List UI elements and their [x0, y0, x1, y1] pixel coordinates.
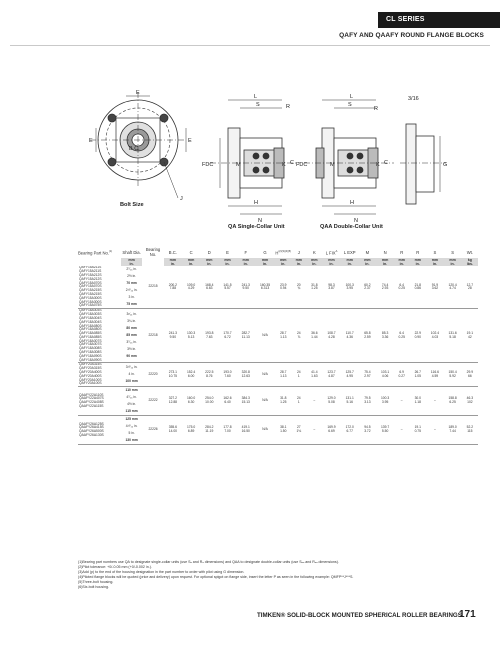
qaa-h-label: H	[350, 200, 354, 206]
value-cell: 36.6 1.44	[311, 331, 318, 339]
qaa-k-label: K	[376, 162, 380, 168]
value-cell: 21.8 0.86	[414, 282, 421, 291]
unit-cell: in.	[255, 262, 275, 266]
column-header: Shaft Dia.	[122, 249, 141, 255]
dimensions-table-wrap	[78, 246, 478, 445]
value-cell: 100.3 3.95	[380, 396, 390, 405]
bearing-no-cell: 22222	[148, 398, 158, 403]
value-cell: –	[313, 427, 316, 432]
unit-cell: mm	[376, 258, 394, 262]
bearing-no-cell: 22215	[148, 284, 158, 289]
page-number: 171	[459, 609, 476, 620]
bearing-group	[78, 266, 478, 308]
value-cell: 355.6 14.00	[168, 425, 177, 434]
heading-divider	[10, 45, 490, 46]
value-cell: 24 1	[296, 370, 301, 378]
value-cell: 175.0 6.89	[186, 425, 196, 434]
unit-cell: mm	[218, 258, 236, 262]
e-label-top: E	[136, 90, 140, 96]
qa-k-label: K	[282, 162, 286, 168]
value-cell: 241.3 9.50	[241, 282, 250, 291]
value-cell: 189.0 7.44	[448, 425, 457, 434]
value-cell: 24 ⅞	[296, 331, 301, 339]
qaa-section-drawing	[304, 100, 446, 214]
unit-cell: in.	[426, 262, 443, 266]
value-cell: 320.8 12.63	[241, 370, 250, 378]
part-numbers-cell: QAAFY22A110S QAAFY22A407S QAAFY22A408S QAAFY22A115S	[79, 392, 104, 409]
column-header: D	[207, 249, 211, 255]
value-cell: 6.4 0.25	[398, 331, 405, 339]
value-cell: 241.3 9.50	[168, 331, 177, 339]
unit-cell: mm	[322, 258, 340, 262]
unit-cell: in.	[200, 262, 218, 266]
unit-cell: in.	[322, 262, 340, 266]
qaa-s-label: S	[348, 102, 352, 108]
value-cell: 125.7 4.95	[345, 370, 354, 378]
unit-cell: lbs.	[462, 262, 478, 266]
value-cell: 177.8 7.00	[223, 425, 232, 434]
unit-cell: in.	[291, 262, 306, 266]
e-label-right: E	[188, 138, 192, 144]
value-cell: 28.7 1.13	[280, 370, 287, 378]
value-cell: 152.4 6.00	[186, 370, 196, 378]
value-cell: 158.8 6.25	[448, 396, 457, 405]
value-cell: 222.5 8.76	[205, 370, 214, 378]
unit-cell: in.	[121, 262, 142, 266]
unit-cell: in.	[359, 262, 376, 266]
unit-cell: mm	[164, 258, 182, 262]
unit-cell: mm	[182, 258, 200, 262]
bearing-no-cell: 22220	[148, 371, 158, 376]
shaft-dia-cell: 125 mm 4¹⁵⁄₁₆ in. 5 in. 130 mm	[125, 416, 138, 442]
bearing-no-cell: 22226	[148, 427, 158, 432]
value-cell: 282.7 11.13	[241, 331, 250, 339]
bearing-group	[78, 363, 478, 387]
value-cell: 65.8 2.59	[364, 331, 371, 339]
value-cell: 103.1 4.06	[380, 370, 390, 378]
value-cell: 141.5 5.57	[223, 282, 232, 291]
qa-s-label: S	[256, 102, 260, 108]
qaa-n-label: N	[354, 218, 358, 224]
column-header: R	[416, 249, 420, 255]
value-cell: 168.4 6.63	[205, 282, 214, 291]
value-cell: 6.9 0.27	[398, 370, 405, 378]
qa-n-label: N	[258, 218, 262, 224]
unit-cell: kg	[462, 258, 478, 262]
footnote: (1)Bearing part numbers use QA to designate single-collar units (use Sₐ and Rₐ dimensions) and QAA to designate double-collar units (use Sₐₐ and Rₐₐ dimensions).	[78, 560, 339, 564]
value-cell: 60.2 2.37	[364, 282, 371, 291]
value-cell: 120.4 4.74	[448, 282, 457, 291]
column-header: J	[297, 249, 300, 255]
value-cell: N/A	[262, 371, 268, 376]
unit-cell: in.	[341, 262, 359, 266]
value-cell: –	[400, 398, 403, 403]
value-cell: 38.1 1.50	[280, 425, 287, 434]
series-label: CL SERIES	[378, 12, 500, 28]
value-cell: 170.7 6.72	[223, 331, 232, 339]
value-cell: 116.6 4.59	[430, 370, 439, 378]
shaft-dia-cell: 110 mm 4⁷⁄₁₆ in. 4½ in. 115 mm	[125, 387, 138, 413]
column-header: G	[263, 249, 267, 255]
column-header: L EXP	[343, 249, 356, 255]
qa-caption: QA Single-Collar Unit	[228, 224, 285, 230]
value-cell: 327.2 12.88	[168, 396, 177, 405]
unit-cell: in.	[409, 262, 426, 266]
unit-cell: mm	[444, 258, 462, 262]
part-numbers-cell: QAFY18A303S QAFY18A303S QAFY18A304S QAFY18A304S QAFY18A080S QAFY18A080S QAFY18A085S QAFY18A085S QAFY18A307S QAFY18A307S QAFY18A308S QAFY18A308S QAFY18A090S QAFY18A090S	[79, 308, 102, 362]
table-row	[78, 309, 478, 363]
value-cell: 139.7 5.50	[380, 425, 390, 434]
value-cell: –	[313, 398, 316, 403]
table-row	[78, 387, 478, 416]
value-cell: N/A	[262, 427, 268, 432]
column-header: K	[312, 249, 316, 255]
column-header: S	[451, 249, 455, 255]
value-cell: 160.35 6.313	[260, 282, 271, 291]
value-cell: 160.0 6.30	[186, 396, 196, 405]
shaft-dia-cell: 3¹⁵⁄₁₆ in. 4 in. 100 mm	[125, 364, 138, 383]
column-header: Bearing Part No.$^{(1)}$	[78, 249, 113, 256]
unit-cell: mm	[426, 258, 443, 262]
unit-cell: in.	[218, 262, 236, 266]
value-cell: 94.5 3.72	[364, 425, 371, 434]
table-row	[78, 416, 478, 445]
bearing-group	[78, 387, 478, 416]
value-cell: 162.6 6.40	[223, 396, 232, 405]
value-cell: 19.1 42	[466, 331, 474, 339]
value-cell: 284.2 11.19	[205, 425, 214, 434]
bearing-no-cell: 22218	[148, 332, 158, 337]
value-cell: –	[434, 427, 436, 432]
front-view-drawing	[90, 92, 186, 198]
footnote: (3)Add (p) to the end of the housing designation in the part number to order with pilot using G dimension.	[78, 570, 245, 575]
unit-cell: in.	[182, 262, 200, 266]
column-header: C	[189, 249, 193, 255]
part-numbers-cell: QAFY20A315S QAFY20A315S QAFY20A400S QAFY20A400S QAFY20A100S QAFY20A100S	[79, 362, 102, 386]
value-cell: 28.7 1.13	[280, 331, 287, 339]
qa-c-label: C	[290, 160, 294, 166]
unit-cell: mm	[237, 258, 255, 262]
column-header: E	[226, 249, 229, 255]
part-numbers-cell: QAAFY26A125S QAAFY26A415S QAAFY26A500S QAAFY26A130S	[79, 421, 104, 437]
qaa-g-label: G	[443, 162, 448, 168]
value-cell: 102.4 4.03	[430, 331, 440, 339]
column-header: $H^{(2)(3)(4)(5)}$	[275, 249, 292, 256]
value-cell: 254.0 10.00	[205, 396, 214, 405]
value-cell: 22.9 0.90	[414, 331, 421, 339]
bearing-group	[78, 309, 478, 363]
footnote: (6)Six-bolt housing.	[78, 585, 109, 590]
value-cell: –	[434, 398, 436, 403]
unit-cell: in.	[164, 262, 182, 266]
value-cell: 109.0 4.29	[186, 282, 196, 291]
value-cell: 26.7 1.05	[414, 370, 421, 378]
column-header: B.C.	[168, 249, 177, 255]
shaft-dia-cell: 3³⁄₁₆ in. 3¼ in. 80 mm 85 mm 3⁷⁄₁₆ in. 3½ in. 90 mm	[126, 312, 137, 358]
table-row	[78, 363, 478, 387]
value-cell: 110.7 4.36	[345, 331, 354, 339]
unit-cell: mm	[394, 258, 409, 262]
value-cell: 85.3 3.36	[381, 331, 389, 339]
value-cell: 172.0 6.77	[345, 425, 354, 434]
value-cell: 20 ¾	[296, 282, 301, 291]
value-cell: 23.9 0.94	[280, 282, 287, 291]
value-cell: 273.1 10.75	[168, 370, 177, 378]
value-cell: 74.4 2.93	[381, 282, 389, 291]
value-cell: 31.8 1.25	[280, 396, 287, 405]
dimensions-table	[78, 246, 478, 445]
value-cell: 12.7 28	[466, 282, 474, 291]
table-header-row	[78, 246, 478, 258]
footnote: (5)Three-bolt housing.	[78, 580, 114, 585]
technical-drawings	[60, 78, 470, 228]
column-header: M	[365, 249, 370, 255]
value-cell: 131.6 5.18	[448, 331, 457, 339]
unit-cell: in.	[394, 262, 409, 266]
qaa-c-label: C	[384, 160, 388, 166]
value-cell: –	[400, 427, 403, 432]
unit-cell: in.	[376, 262, 394, 266]
qa-fdc-label: FDC	[202, 162, 214, 168]
value-cell: 27 1⅛	[296, 425, 302, 434]
column-header: R	[400, 249, 404, 255]
column-header: Bearing No.	[145, 247, 161, 257]
value-cell: 193.0 7.60	[223, 370, 232, 378]
unit-cell: mm	[291, 258, 306, 262]
unit-cell: mm	[409, 258, 426, 262]
unit-cell: in.	[444, 262, 462, 266]
e-label-left: E	[89, 138, 93, 144]
qa-l-label: L	[254, 94, 258, 100]
value-cell: 131.1 5.16	[345, 396, 354, 405]
value-cell: 41.4 1.63	[311, 370, 318, 378]
unit-cell: mm	[306, 258, 322, 262]
bolt-size-caption: Bolt Size	[120, 202, 144, 208]
unit-cell: mm	[275, 258, 291, 262]
shaft-dia-cell: 2⁷⁄₁₆ in. 2½ in. 70 mm 2¹⁵⁄₁₆ in. 3 in. 75 mm	[125, 267, 138, 306]
value-cell: 52.2 115	[466, 425, 474, 434]
column-header: S	[433, 249, 437, 255]
value-cell: 193.8 7.63	[205, 331, 214, 339]
footer-text: TIMKEN® SOLID-BLOCK MOUNTED SPHERICAL ROLLER BEARINGS	[257, 612, 462, 619]
value-cell: 100.3 3.95	[345, 282, 354, 291]
unit-cell: mm	[255, 258, 275, 262]
unit-cell: mm	[359, 258, 376, 262]
unit-cell: mm	[121, 258, 142, 262]
value-cell: 108.7 4.28	[327, 331, 336, 339]
value-cell: 29.9 66	[466, 370, 474, 378]
value-cell: 24 1	[296, 396, 301, 405]
qaa-fdc-label: FDC	[296, 162, 308, 168]
j-label: J	[180, 196, 183, 202]
page-title: QAFY AND QAAFY ROUND FLANGE BLOCKS	[339, 32, 484, 39]
footnote: (4)Piloted flange blocks will be quoted (price and delivery) upon request. For optional spigot on flange side, insert the letter P as seen in the following example: QMFP**J***S.	[78, 575, 354, 580]
value-cell: 31.8 1.25	[311, 282, 318, 291]
unit-cell: mm	[341, 258, 359, 262]
column-header: Wt.	[466, 249, 473, 255]
value-cell: 91.9 3.62	[431, 282, 439, 291]
column-header: F	[244, 249, 248, 255]
qaa-fraction-label: 3/16	[408, 96, 419, 102]
table-row	[78, 266, 478, 308]
value-cell: N/A	[262, 332, 268, 337]
footnotes	[78, 560, 478, 591]
value-cell: 46.3 102	[466, 396, 474, 405]
unit-cell: in.	[306, 262, 322, 266]
value-cell: 19.1 0.75	[414, 425, 421, 434]
bc-label: B.C.	[129, 146, 140, 152]
qaa-caption: QAA Double-Collar Unit	[320, 224, 383, 230]
value-cell: 384.3 15.13	[241, 396, 250, 405]
value-cell: 129.0 5.08	[327, 396, 336, 405]
unit-cell: in.	[275, 262, 291, 266]
unit-cell: mm	[200, 258, 218, 262]
value-cell: 169.9 6.69	[327, 425, 336, 434]
value-cell: 6.4 0.25	[398, 282, 405, 291]
unit-cell: in.	[237, 262, 255, 266]
value-cell: 123.7 4.87	[327, 370, 336, 378]
qa-r-label: R	[286, 104, 290, 110]
value-cell: 419.1 16.50	[241, 425, 250, 434]
value-cell: 30.0 1.18	[414, 396, 421, 405]
value-cell: N/A	[262, 398, 268, 403]
value-cell: 130.3 5.13	[186, 331, 196, 339]
qa-section-drawing	[210, 100, 300, 214]
value-cell: 200.2 7.88	[168, 282, 177, 291]
bearing-group	[78, 416, 478, 445]
column-header: N	[383, 249, 387, 255]
value-cell: 79.5 3.13	[364, 396, 371, 405]
qaa-r-label: R	[374, 106, 378, 112]
value-cell: 75.4 2.97	[364, 370, 371, 378]
qaa-l-label: L	[350, 94, 354, 100]
column-header: L $FIX^A$	[325, 249, 338, 256]
footnote: (2)Pilot tolerance: +0/-0.05 mm (+0/-0.002 in.).	[78, 565, 152, 570]
value-cell: 98.3 3.87	[328, 282, 335, 291]
value-cell: 150.4 5.92	[448, 370, 457, 378]
qa-h-label: H	[254, 200, 258, 206]
qaa-m-label: M	[330, 162, 335, 168]
qa-m-label: M	[236, 162, 241, 168]
part-numbers-cell: QAFY15A211S QAFY15A211S QAFY15A212S QAFY15A212S QAFY15A070S QAFY15A070S QAFY15A215S QAFY15A215S QAFY15A300S QAFY15A300S QAFY15A075S	[79, 266, 102, 308]
